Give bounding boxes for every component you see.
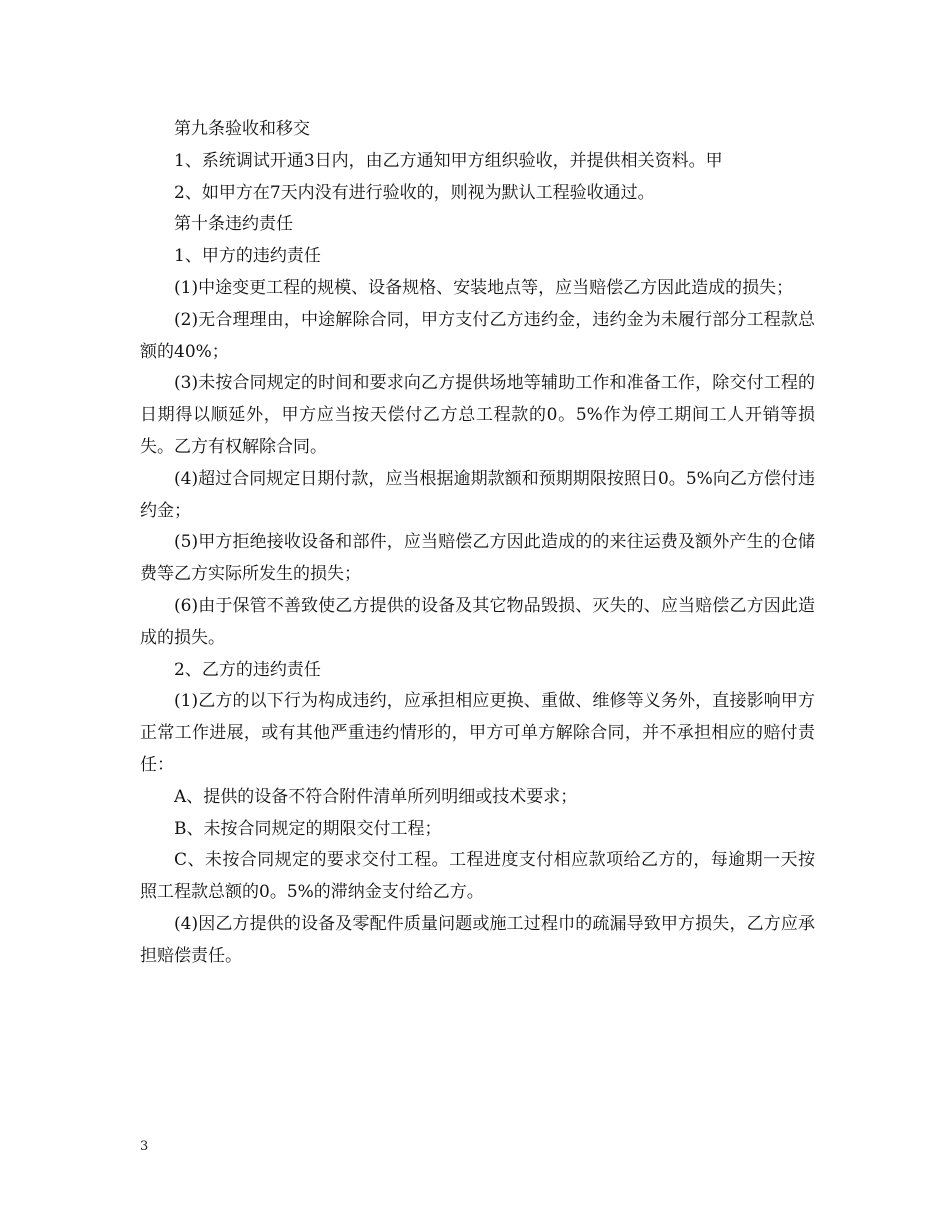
subsection-heading: 2、乙方的违约责任 bbox=[174, 659, 321, 680]
subsection-heading: 1、甲方的违约责任 bbox=[174, 246, 321, 267]
paragraph: 2、如甲方在7天内没有进行验收的，则视为默认工程验收通过。 bbox=[174, 182, 655, 203]
list-item: A、提供的设备不符合附件清单所列明细或技术要求； bbox=[174, 786, 578, 807]
paragraph: (1)中途变更工程的规模、设备规格、安装地点等，应当赔偿乙方因此造成的损失； bbox=[174, 277, 794, 298]
document-body bbox=[140, 114, 815, 973]
paragraph: (3)未按合同规定的时间和要求向乙方提供场地等辅助工作和准备工作，除交付工程的日期得以顺延外，甲方应当按天偿付乙方总工程款的0。5%作为停工期间工人开销等损失。乙方有权解除合同。 bbox=[140, 373, 815, 457]
paragraph: (4)超过合同规定日期付款，应当根据逾期款额和预期期限按照日0。5%向乙方偿付违约金； bbox=[140, 468, 815, 521]
paragraph: (5)甲方拒绝接收设备和部件，应当赔偿乙方因此造成的的来往运费及额外产生的仓储费等乙方实际所发生的损失； bbox=[140, 532, 815, 585]
section-heading-9: 第九条验收和移交 bbox=[174, 119, 310, 139]
paragraph: (2)无合理理由，中途解除合同，甲方支付乙方违约金，违约金为未履行部分工程款总额的40%； bbox=[140, 309, 815, 362]
paragraph: 1、系统调试开通3日内，由乙方通知甲方组织验收，并提供相关资料。甲 bbox=[174, 150, 723, 171]
paragraph: (6)由于保管不善致使乙方提供的设备及其它物品毁损、灭失的、应当赔偿乙方因此造成的损失。 bbox=[140, 595, 815, 648]
list-item: B、未按合同规定的期限交付工程； bbox=[174, 818, 442, 839]
section-heading-10: 第十条违约责任 bbox=[174, 214, 293, 235]
page-number: 3 bbox=[140, 1139, 149, 1154]
paragraph: (1)乙方的以下行为构成违约，应承担相应更换、重做、维修等义务外，直接影响甲方正常工作进展，或有其他严重违约情形的，甲方可单方解除合同，并不承担相应的赔付责任： bbox=[140, 691, 815, 775]
paragraph: (4)因乙方提供的设备及零配件质量问题或施工过程巾的疏漏导致甲方损失，乙方应承担赔偿责任。 bbox=[140, 913, 815, 966]
list-item: C、未按合同规定的要求交付工程。工程进度支付相应款项给乙方的，每逾期一天按照工程款总额的0。5%的滞纳金支付给乙方。 bbox=[140, 850, 815, 903]
